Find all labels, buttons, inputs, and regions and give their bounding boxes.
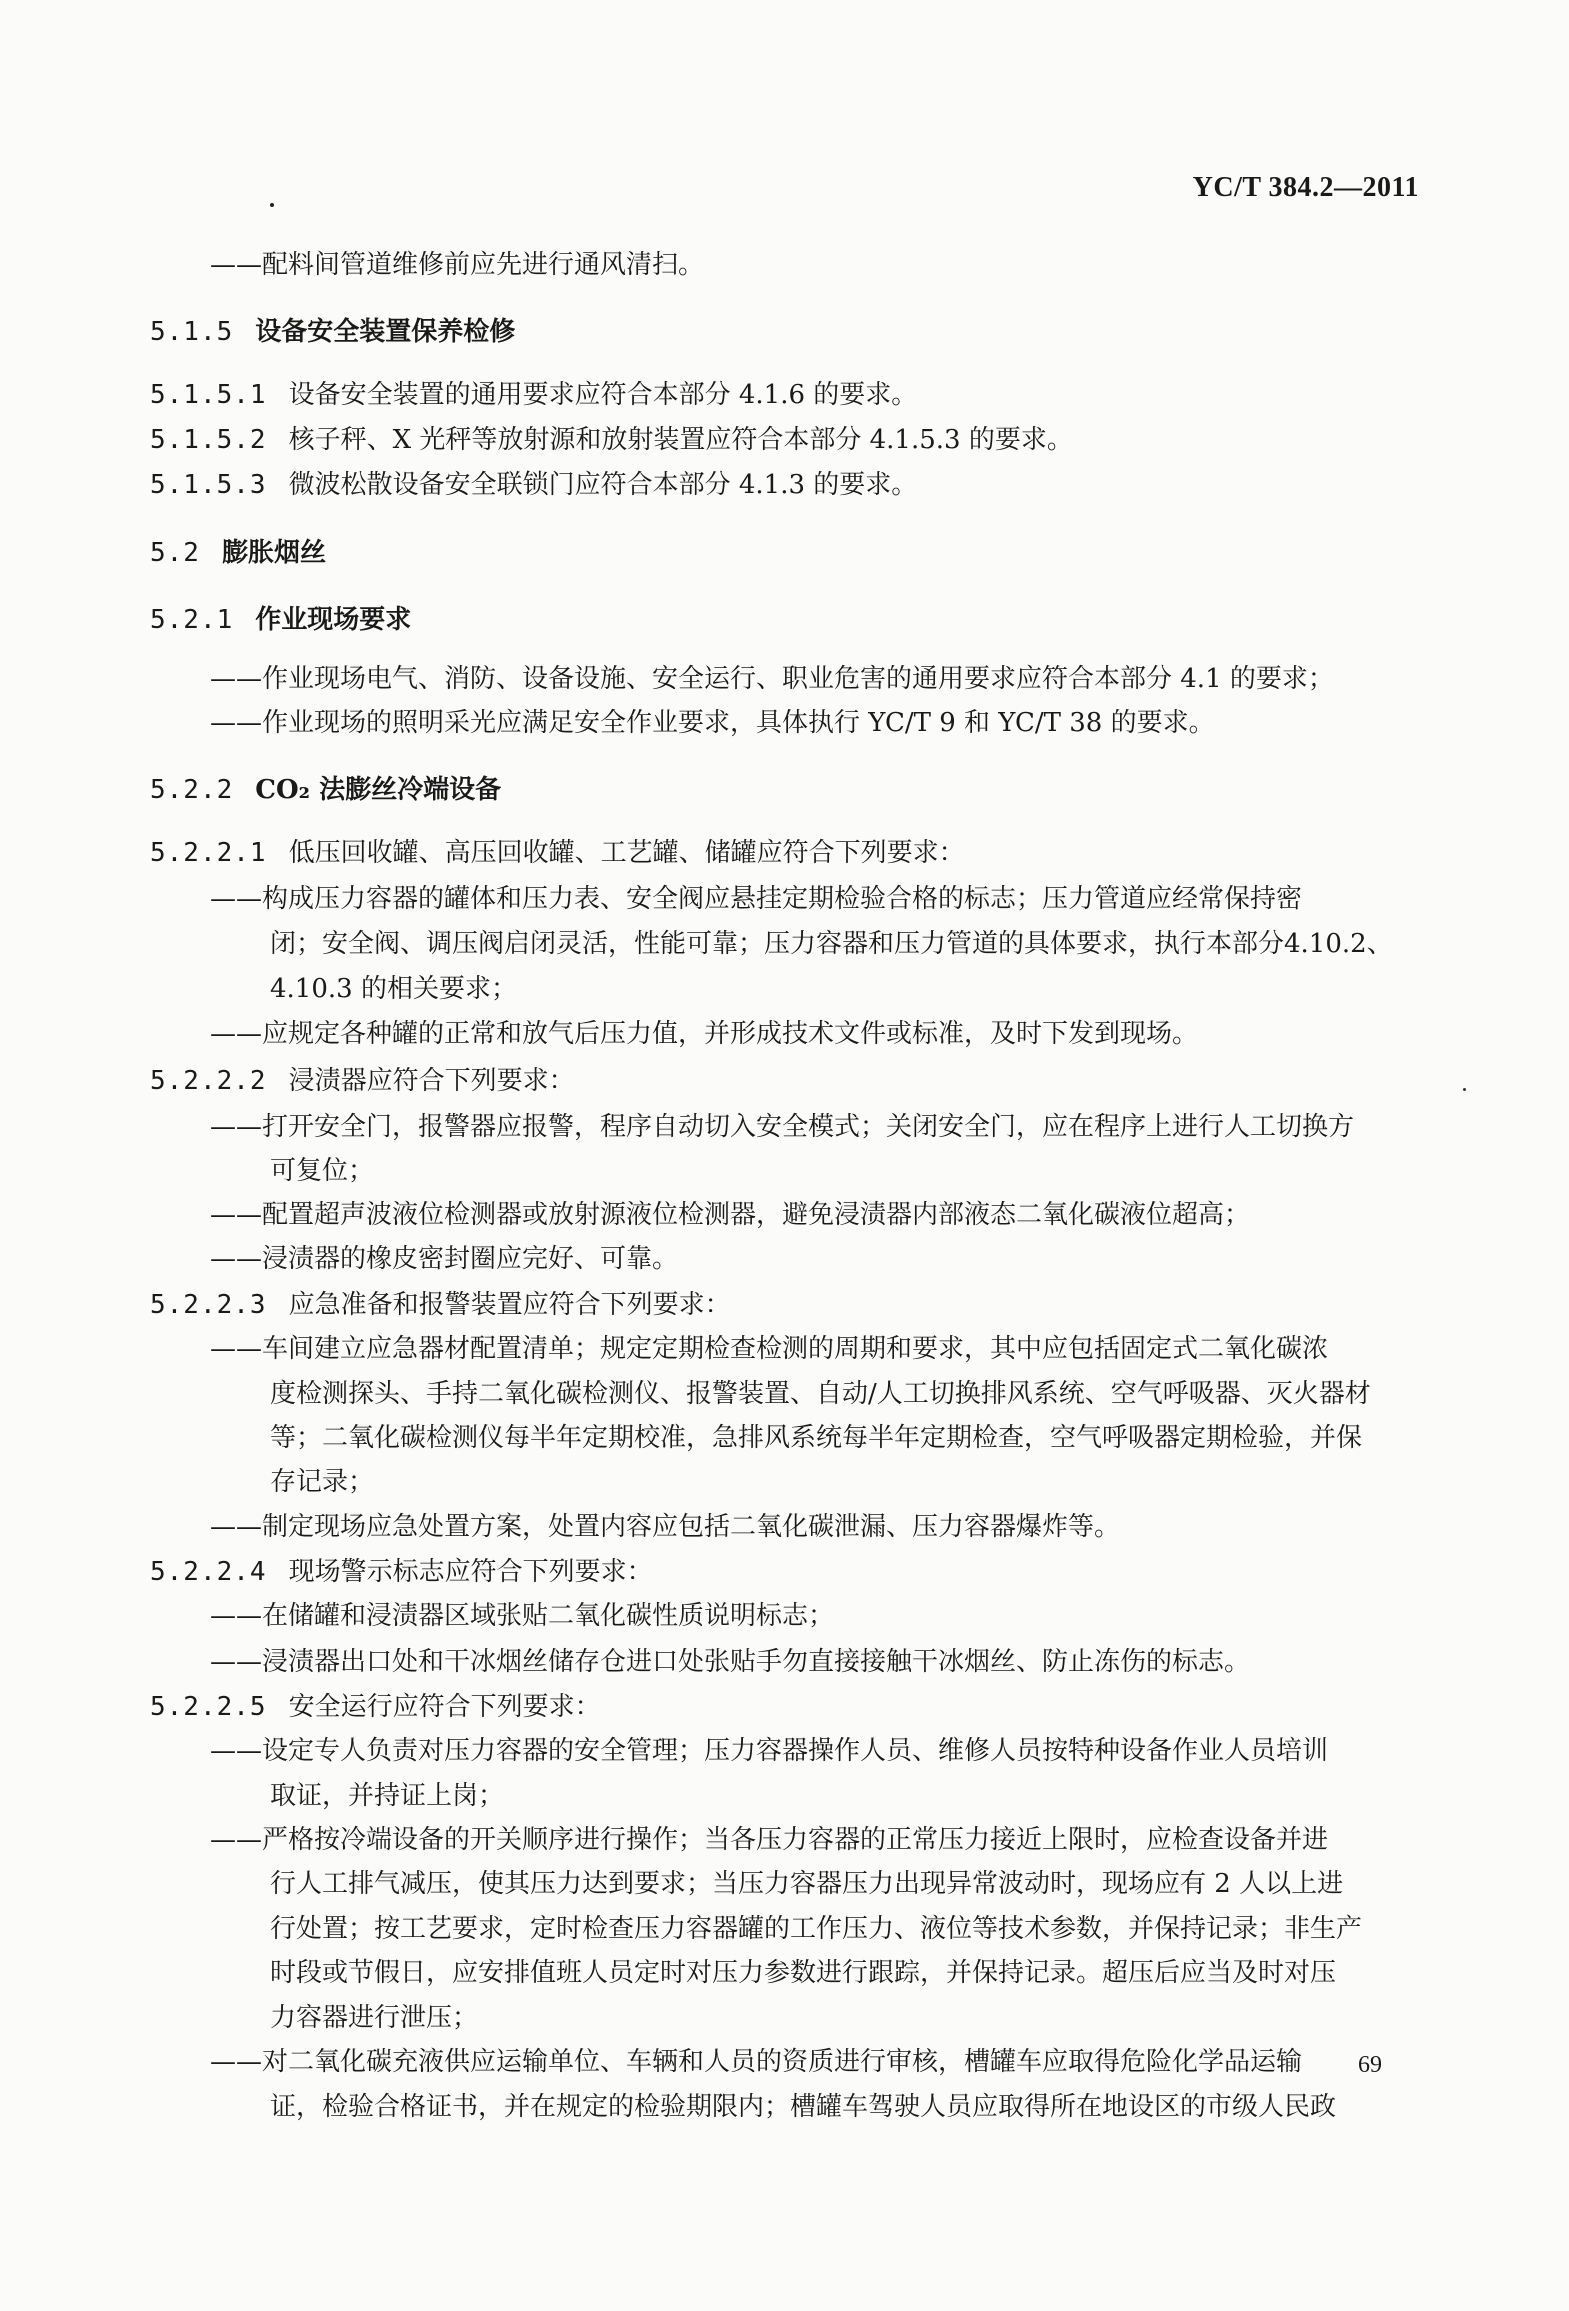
section-title: CO₂ 法膨丝冷端设备 (255, 775, 502, 805)
clause-text: 安全运行应符合下列要求： (288, 1692, 601, 1722)
dash-item: ——作业现场的照明采光应满足安全作业要求，具体执行 YC/T 9 和 YC/T 38 的要求。 (210, 708, 1215, 738)
clause-number: 5.2.2.3 (150, 1290, 267, 1320)
clause-number: 5.2.2.2 (150, 1066, 267, 1096)
clause-text: 应急准备和报警装置应符合下列要求： (288, 1290, 731, 1320)
clause-number: 5.1.5.1 (150, 380, 267, 410)
continuation-line: 存记录； (270, 1467, 375, 1497)
dash-item: ——配置超声波液位检测器或放射源液位检测器，避免浸渍器内部液态二氧化碳液位超高； (210, 1200, 1251, 1230)
clause-number: 5.2.2.4 (150, 1557, 267, 1587)
clause-line (150, 1066, 575, 1096)
dash-item: ——在储罐和浸渍器区域张贴二氧化碳性质说明标志； (210, 1601, 835, 1631)
clause-number: 5.2.2.1 (150, 838, 267, 868)
dash-item: ——浸渍器出口处和干冰烟丝储存仓进口处张贴手勿直接接触干冰烟丝、防止冻伤的标志。 (210, 1647, 1251, 1677)
continuation-line: 证，检验合格证书，并在规定的检验期限内；槽罐车驾驶人员应取得所在地设区的市级人民政 (270, 2092, 1337, 2122)
page-number: 69 (1358, 2052, 1382, 2078)
clause-line (150, 838, 965, 868)
scan-speck (270, 203, 274, 207)
section-number: 5.1.5 (150, 317, 234, 347)
continuation-line: 可复位； (270, 1156, 375, 1186)
section-number: 5.2.1 (150, 605, 234, 635)
continuation-line: 度检测探头、手持二氧化碳检测仪、报警装置、自动/人工切换排风系统、空气呼吸器、灭火器材 (270, 1379, 1371, 1409)
section-title: 膨胀烟丝 (221, 538, 326, 568)
continuation-line: 时段或节假日，应安排值班人员定时对压力参数进行跟踪，并保持记录。超压后应当及时对压 (270, 1958, 1337, 1988)
section-heading (150, 317, 515, 347)
clause-text: 微波松散设备安全联锁门应符合本部分 4.1.3 的要求。 (288, 470, 918, 500)
continuation-line: 闭；安全阀、调压阀启闭灵活，性能可靠；压力容器和压力管道的具体要求，执行本部分4.10.2、 (270, 929, 1393, 959)
clause-number: 5.2.2.5 (150, 1692, 267, 1722)
clause-line (150, 1557, 653, 1587)
clause-text: 低压回收罐、高压回收罐、工艺罐、储罐应符合下列要求： (288, 838, 965, 868)
clause-text: 现场警示标志应符合下列要求： (288, 1557, 653, 1587)
clause-line (150, 1290, 731, 1320)
clause-text: 核子秤、X 光秤等放射源和放射装置应符合本部分 4.1.5.3 的要求。 (288, 425, 1073, 455)
clause-text: 浸渍器应符合下列要求： (288, 1066, 575, 1096)
continuation-line: 等；二氧化碳检测仪每半年定期校准，急排风系统每半年定期检查，空气呼吸器定期检验，并保 (270, 1423, 1363, 1453)
dash-item: ——设定专人负责对压力容器的安全管理；压力容器操作人员、维修人员按特种设备作业人员培训 (210, 1736, 1329, 1766)
dash-item: ——对二氧化碳充液供应运输单位、车辆和人员的资质进行审核，槽罐车应取得危险化学品运输 (210, 2047, 1303, 2077)
section-title: 设备安全装置保养检修 (255, 317, 516, 347)
continuation-line: 行处置；按工艺要求，定时检查压力容器罐的工作压力、液位等技术参数，并保持记录；非生产 (270, 1914, 1363, 1944)
section-heading (150, 605, 411, 635)
continuation-line: 力容器进行泄压； (270, 2003, 479, 2033)
clause-line (150, 380, 917, 410)
section-number: 5.2 (150, 538, 200, 568)
dash-item: ——作业现场电气、消防、设备设施、安全运行、职业危害的通用要求应符合本部分 4.1 的要求； (210, 664, 1334, 694)
scan-speck (1463, 1088, 1466, 1091)
dash-item: ——制定现场应急处置方案，处置内容应包括二氧化碳泄漏、压力容器爆炸等。 (210, 1512, 1121, 1542)
dash-item: ——配料间管道维修前应先进行通风清扫。 (210, 250, 705, 280)
section-number: 5.2.2 (150, 775, 234, 805)
dash-item: ——应规定各种罐的正常和放气后压力值，并形成技术文件或标准，及时下发到现场。 (210, 1019, 1199, 1049)
clause-line (150, 1692, 601, 1722)
clause-number: 5.1.5.2 (150, 425, 267, 455)
section-title: 作业现场要求 (255, 605, 412, 635)
dash-item: ——严格按冷端设备的开关顺序进行操作；当各压力容器的正常压力接近上限时，应检查设备并进 (210, 1825, 1329, 1855)
continuation-line: 取证，并持证上岗； (270, 1781, 505, 1811)
dash-item: ——车间建立应急器材配置清单；规定定期检查检测的周期和要求，其中应包括固定式二氧化碳浓 (210, 1334, 1329, 1364)
standard-code: YC/T 384.2—2011 (1192, 172, 1419, 203)
clause-number: 5.1.5.3 (150, 470, 267, 500)
dash-item: ——构成压力容器的罐体和压力表、安全阀应悬挂定期检验合格的标志；压力管道应经常保持密 (210, 884, 1303, 914)
clause-text: 设备安全装置的通用要求应符合本部分 4.1.6 的要求。 (288, 380, 918, 410)
dash-item: ——浸渍器的橡皮密封圈应完好、可靠。 (210, 1244, 679, 1274)
clause-line (150, 470, 917, 500)
section-heading (150, 775, 501, 805)
continuation-line: 行人工排气减压，使其压力达到要求；当压力容器压力出现异常波动时，现场应有 2 人以上进 (270, 1869, 1344, 1899)
clause-line (150, 425, 1073, 455)
dash-item: ——打开安全门，报警器应报警，程序自动切入安全模式；关闭安全门，应在程序上进行人工切换方 (210, 1112, 1355, 1142)
section-heading (150, 538, 326, 568)
continuation-line: 4.10.3 的相关要求； (270, 974, 517, 1004)
